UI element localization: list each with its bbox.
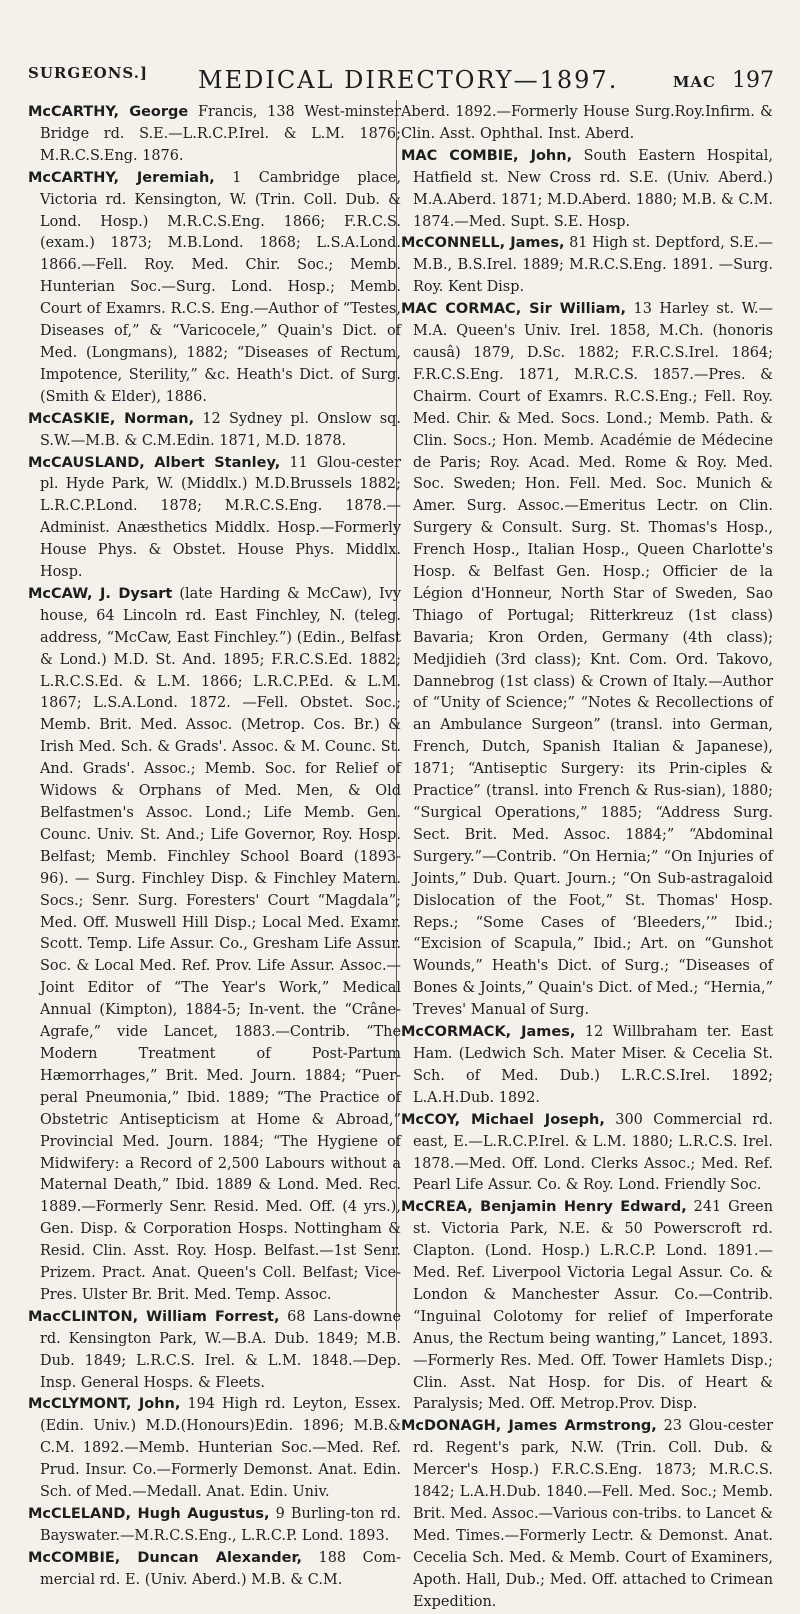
- page-header: [28, 64, 774, 100]
- entry-text: 68 Lans-downe rd. Kensington Park, W.—B.A. Dub. 1849; M.B. Dub. 1849; L.R.C.S. Irel. & L.M. 1848.—Dep. Insp. General Hosps. & Fleets.: [40, 1308, 401, 1391]
- entry-name: McCOMBIE, Duncan Alexander,: [28, 1549, 302, 1566]
- page-number: 197: [732, 68, 774, 93]
- page-title: MEDICAL DIRECTORY—1897.: [198, 66, 619, 94]
- entry-name: McCORMACK, James,: [401, 1024, 576, 1041]
- entry-text: Francis, 138 West-minster Bridge rd. S.E.—L.R.C.P.Irel. & L.M. 1876; M.R.C.S.Eng. 1876.: [40, 104, 401, 164]
- entry-name: MacCLINTON, William Forrest,: [28, 1308, 280, 1325]
- entry-name: McDONAGH, James Armstrong,: [401, 1418, 657, 1435]
- directory-entry: [28, 1548, 401, 1592]
- entry-text: 23 Glou-cester rd. Regent's park, N.W. (Trin. Coll. Dub. & Mercer's Hosp.) F.R.C.S.Eng. 1873; M.R.C.S. 1842; L.A.H.Dub. 1840.—Fell. Med. Soc.; Memb. Brit. Med. Assoc.—Various con-tribs. to Lancet & Med. Times.—Formerly Lectr. & Demonst. Anat. Cecelia Sch. Med. & Memb. Court of Examiners, Apoth. Hall, Dub.; Med. Off. attached to Crimean Expedition.: [413, 1418, 773, 1610]
- entry-name: McCOY, Michael Joseph,: [401, 1111, 605, 1128]
- directory-entry: [28, 1504, 401, 1548]
- entry-name: McCONNELL, James,: [401, 235, 565, 252]
- entry-text: South Eastern Hospital, Hatfield st. New Cross rd. S.E. (Univ. Aberd.) M.A.Aberd. 1871; M.D.Aberd. 1880; M.B. & C.M. 1874.—Med. Supt. S.E. Hosp.: [413, 147, 773, 230]
- left-column: [28, 102, 401, 1588]
- entry-name: MAC CORMAC, Sir William,: [401, 301, 626, 318]
- directory-entry: [401, 1197, 773, 1416]
- directory-entry: [401, 102, 773, 146]
- header-right: [673, 68, 774, 93]
- entry-text: (late Harding & McCaw), Ivy house, 64 Lincoln rd. East Finchley, N. (teleg. address, “McCaw, East Finchley.”) (Edin., Belfast & Lond.) M.D. St. And. 1895; F.R.C.S.Ed. 1882; L.R.C.S.Ed. & L.M. 1866; L.R.C.P.Ed. & L.M. 1867; L.S.A.Lond. 1872. —Fell. Obstet. Soc.; Memb. Brit. Med. Assoc. (Metrop. Cos. Br.) & Irish Med. Sch. & Grads'. Assoc. & M. Counc. St. And. Grads'. Assoc.; Memb. Soc. for Relief of Widows & Orphans of Med. Men, & Old Belfastmen's Assoc. Lond.; Life Memb. Gen. Counc. Univ. St. And.; Life Governor, Roy. Hosp. Belfast; Memb. Finchley School Board (1893-96). — Surg. Finchley Disp. & Finchley Matern. Socs.; Senr. Surg. Foresters' Court “Magdala”; Med. Off. Muswell Hill Disp.; Local Med. Examr. Scott. Temp. Life Assur. Co., Gresham Life Assur. Soc. & Local Med. Ref. Prov. Life Assur. Assoc.—Joint Editor of “The Year's Work,” Medical Annual (Kimpton), 1884-5; In-vent. the “Crâne-Agrafe,” vide Lancet, 1883.—Contrib. “The Modern Treatment of Post-Partum Hæmorrhages,” Brit. Med. Journ. 1884; “Puer-peral Pneumonia,” Ibid. 1889; “The Practice of Obstetric Antisepticism at Home & Abroad,” Provincial Med. Journ. 1884; “The Hygiene of Midwifery: a Record of 2,500 Labours without a Maternal Death,” Ibid. 1889 & Lond. Med. Rec. 1889.—Formerly Senr. Resid. Med. Off. (4 yrs.), Gen. Disp. & Corporation Hosps. Nottingham & Resid. Clin. Asst. Roy. Hosp. Belfast.—1st Senr. Prizem. Pract. Anat. Queen's Coll. Belfast; Vice-Pres. Ulster Br. Brit. Med. Temp. Assoc.: [40, 585, 401, 1303]
- entry-name: McCARTHY, Jeremiah,: [28, 169, 215, 186]
- directory-entry: [28, 168, 401, 409]
- directory-entry: [401, 1110, 773, 1198]
- entry-name: McCLELAND, Hugh Augustus,: [28, 1506, 270, 1522]
- directory-entry: [28, 102, 401, 168]
- entry-text: 1 Cambridge place, Victoria rd. Kensington, W. (Trin. Coll. Dub. & Lond. Hosp.) M.R.C.S.Eng. 1866; F.R.C.S. (exam.) 1873; M.B.Lond. 1868; L.S.A.Lond. 1866.—Fell. Roy. Med. Chir. Soc.; Memb. Hunterian Soc.—Surg. Lond. Hosp.; Memb. Court of Examrs. R.C.S. Eng.—Author of “Testes, Diseases of,” & “Varicocele,” Quain's Dict. of Med. (Longmans), 1882; “Diseases of Rectum, Impotence, Sterility,” &c. Heath's Dict. of Surg. (Smith & Elder), 1886.: [40, 169, 401, 405]
- entry-text: 300 Commercial rd. east, E.—L.R.C.P.Irel. & L.M. 1880; L.R.C.S. Irel. 1878.—Med. Off. Lond. Clerks Assoc.; Med. Ref. Pearl Life Assur. Co. & Roy. Lond. Friendly Soc.: [413, 1111, 773, 1194]
- entry-text: 188 Com-mercial rd. E. (Univ. Aberd.) M.B. & C.M.: [40, 1549, 401, 1588]
- entry-name: McCREA, Benjamin Henry Edward,: [401, 1199, 687, 1216]
- directory-entry: [401, 299, 773, 1022]
- entry-text: 194 High rd. Leyton, Essex. (Edin. Univ.) M.D.(Honours)Edin. 1896; M.B.& C.M. 1892.—Memb. Hunterian Soc.—Med. Ref. Prud. Insur. Co.—Formerly Demonst. Anat. Edin. Sch. of Med.—Medall. Anat. Edin. Univ.: [40, 1396, 401, 1501]
- directory-entry: [28, 584, 401, 1307]
- entry-text: 11 Glou-cester pl. Hyde Park, W. (Middlx.) M.D.Brussels 1882; L.R.C.P.Lond. 1878; M.R.C.S.Eng. 1878.—Administ. Anæsthetics Middlx. Hosp.—Formerly House Phys. & Obstet. House Phys. Middlx. Hosp.: [40, 454, 401, 581]
- entry-name: McCASKIE, Norman,: [28, 410, 195, 427]
- directory-entry: [28, 1307, 401, 1395]
- right-column: [401, 102, 773, 1610]
- entry-text: 81 High st. Deptford, S.E.—M.B., B.S.Irel. 1889; M.R.C.S.Eng. 1891. —Surg. Roy. Kent Disp.: [413, 235, 773, 296]
- entry-text: 12 Sydney pl. Onslow sq. S.W.—M.B. & C.M.Edin. 1871, M.D. 1878.: [40, 410, 401, 449]
- directory-entry: [401, 233, 773, 299]
- entry-name: McCAW, J. Dysart: [28, 585, 173, 602]
- directory-entry: [401, 1022, 773, 1110]
- index-abbrev: MAC: [672, 73, 716, 91]
- directory-entry: [28, 409, 401, 453]
- entry-name: McCARTHY, George: [28, 104, 189, 120]
- entry-text: 9 Burling-ton rd. Bayswater.—M.R.C.S.Eng., L.R.C.P. Lond. 1893.: [40, 1506, 401, 1544]
- section-label: SURGEONS.]: [28, 64, 149, 82]
- entry-text: 241 Green st. Victoria Park, N.E. & 50 Powerscroft rd. Clapton. (Lond. Hosp.) L.R.C.P. Lond. 1891.—Med. Ref. Liverpool Victoria Legal Assur. Co. & London & Manchester Assur. Co.—Contrib. “Inguinal Colotomy for relief of Imperforate Anus, the Rectum being wanting,” Lancet, 1893.—Formerly Res. Med. Off. Tower Hamlets Disp.; Clin. Asst. Nat Hosp. for Dis. of Heart & Paralysis; Med. Off. Metrop.Prov. Disp.: [413, 1199, 773, 1413]
- directory-entry: [28, 1394, 401, 1504]
- entry-name: MAC COMBIE, John,: [401, 147, 573, 164]
- directory-entry: [401, 146, 773, 234]
- entry-text: 13 Harley st. W.—M.A. Queen's Univ. Irel. 1858, M.Ch. (honoris causâ) 1879, D.Sc. 1882; F.R.C.S.Irel. 1864; F.R.C.S.Eng. 1871, M.R.C.S. 1857.—Pres. & Chairm. Court of Examrs. R.C.S.Eng.; Fell. Roy. Med. Chir. & Med. Socs. Lond.; Memb. Path. & Clin. Socs.; Hon. Memb. Académie de Médecine de Paris; Roy. Acad. Med. Rome & Roy. Med. Soc. Sweden; Hon. Fell. Med. Soc. Munich & Amer. Surg. Assoc.—Emeritus Lectr. on Clin. Surgery & Consult. Surg. St. Thomas's Hosp., French Hosp., Italian Hosp., Queen Charlotte's Hosp. & Belfast Gen. Hosp.; Officier de la Légion d'Honneur, North Star of Sweden, Sao Thiago of Portugal; Ritterkreuz (1st class) Bavaria; Kron Orden, Germany (4th class); Medjidieh (3rd class); Knt. Com. Ord. Takovo, Dannebrog (1st class) & Crown of Italy.—Author of “Unity of Science;” “Notes & Recollections of an Ambulance Surgeon” (transl. into German, French, Dutch, Spanish Italian & Japanese), 1871; “Antiseptic Surgery: its Prin-ciples & Practice” (transl. into French & Rus-sian), 1880; “Surgical Operations,” 1885; “Address Surg. Sect. Brit. Med. Assoc. 1884;” “Abdominal Surgery.”—Contrib. “On Hernia;” “On Injuries of Joints,” Dub. Quart. Journ.; “On Sub-astragaloid Dislocation of the Foot,” St. Thomas' Hosp. Reps.; “Some Cases of ‘Bleeders,’” Ibid.; “Excision of Scapula,” Ibid.; Art. on “Gunshot Wounds,” Heath's Dict. of Surg.; “Diseases of Bones & Joints,” Quain's Dict. of Med.; “Hernia,” Treves' Manual of Surg.: [413, 301, 773, 1019]
- entry-text: 12 Willbraham ter. East Ham. (Ledwich Sch. Mater Miser. & Cecelia St. Sch. of Med. Dub.) L.R.C.S.Irel. 1892; L.A.H.Dub. 1892.: [413, 1024, 773, 1106]
- directory-entry: [28, 453, 401, 584]
- directory-entry: [401, 1416, 773, 1613]
- entry-name: McCAUSLAND, Albert Stanley,: [28, 454, 281, 471]
- entry-name: McCLYMONT, John,: [28, 1396, 181, 1413]
- entry-text: Aberd. 1892.—Formerly House Surg.Roy.Infirm. & Clin. Asst. Ophthal. Inst. Aberd.: [401, 104, 773, 142]
